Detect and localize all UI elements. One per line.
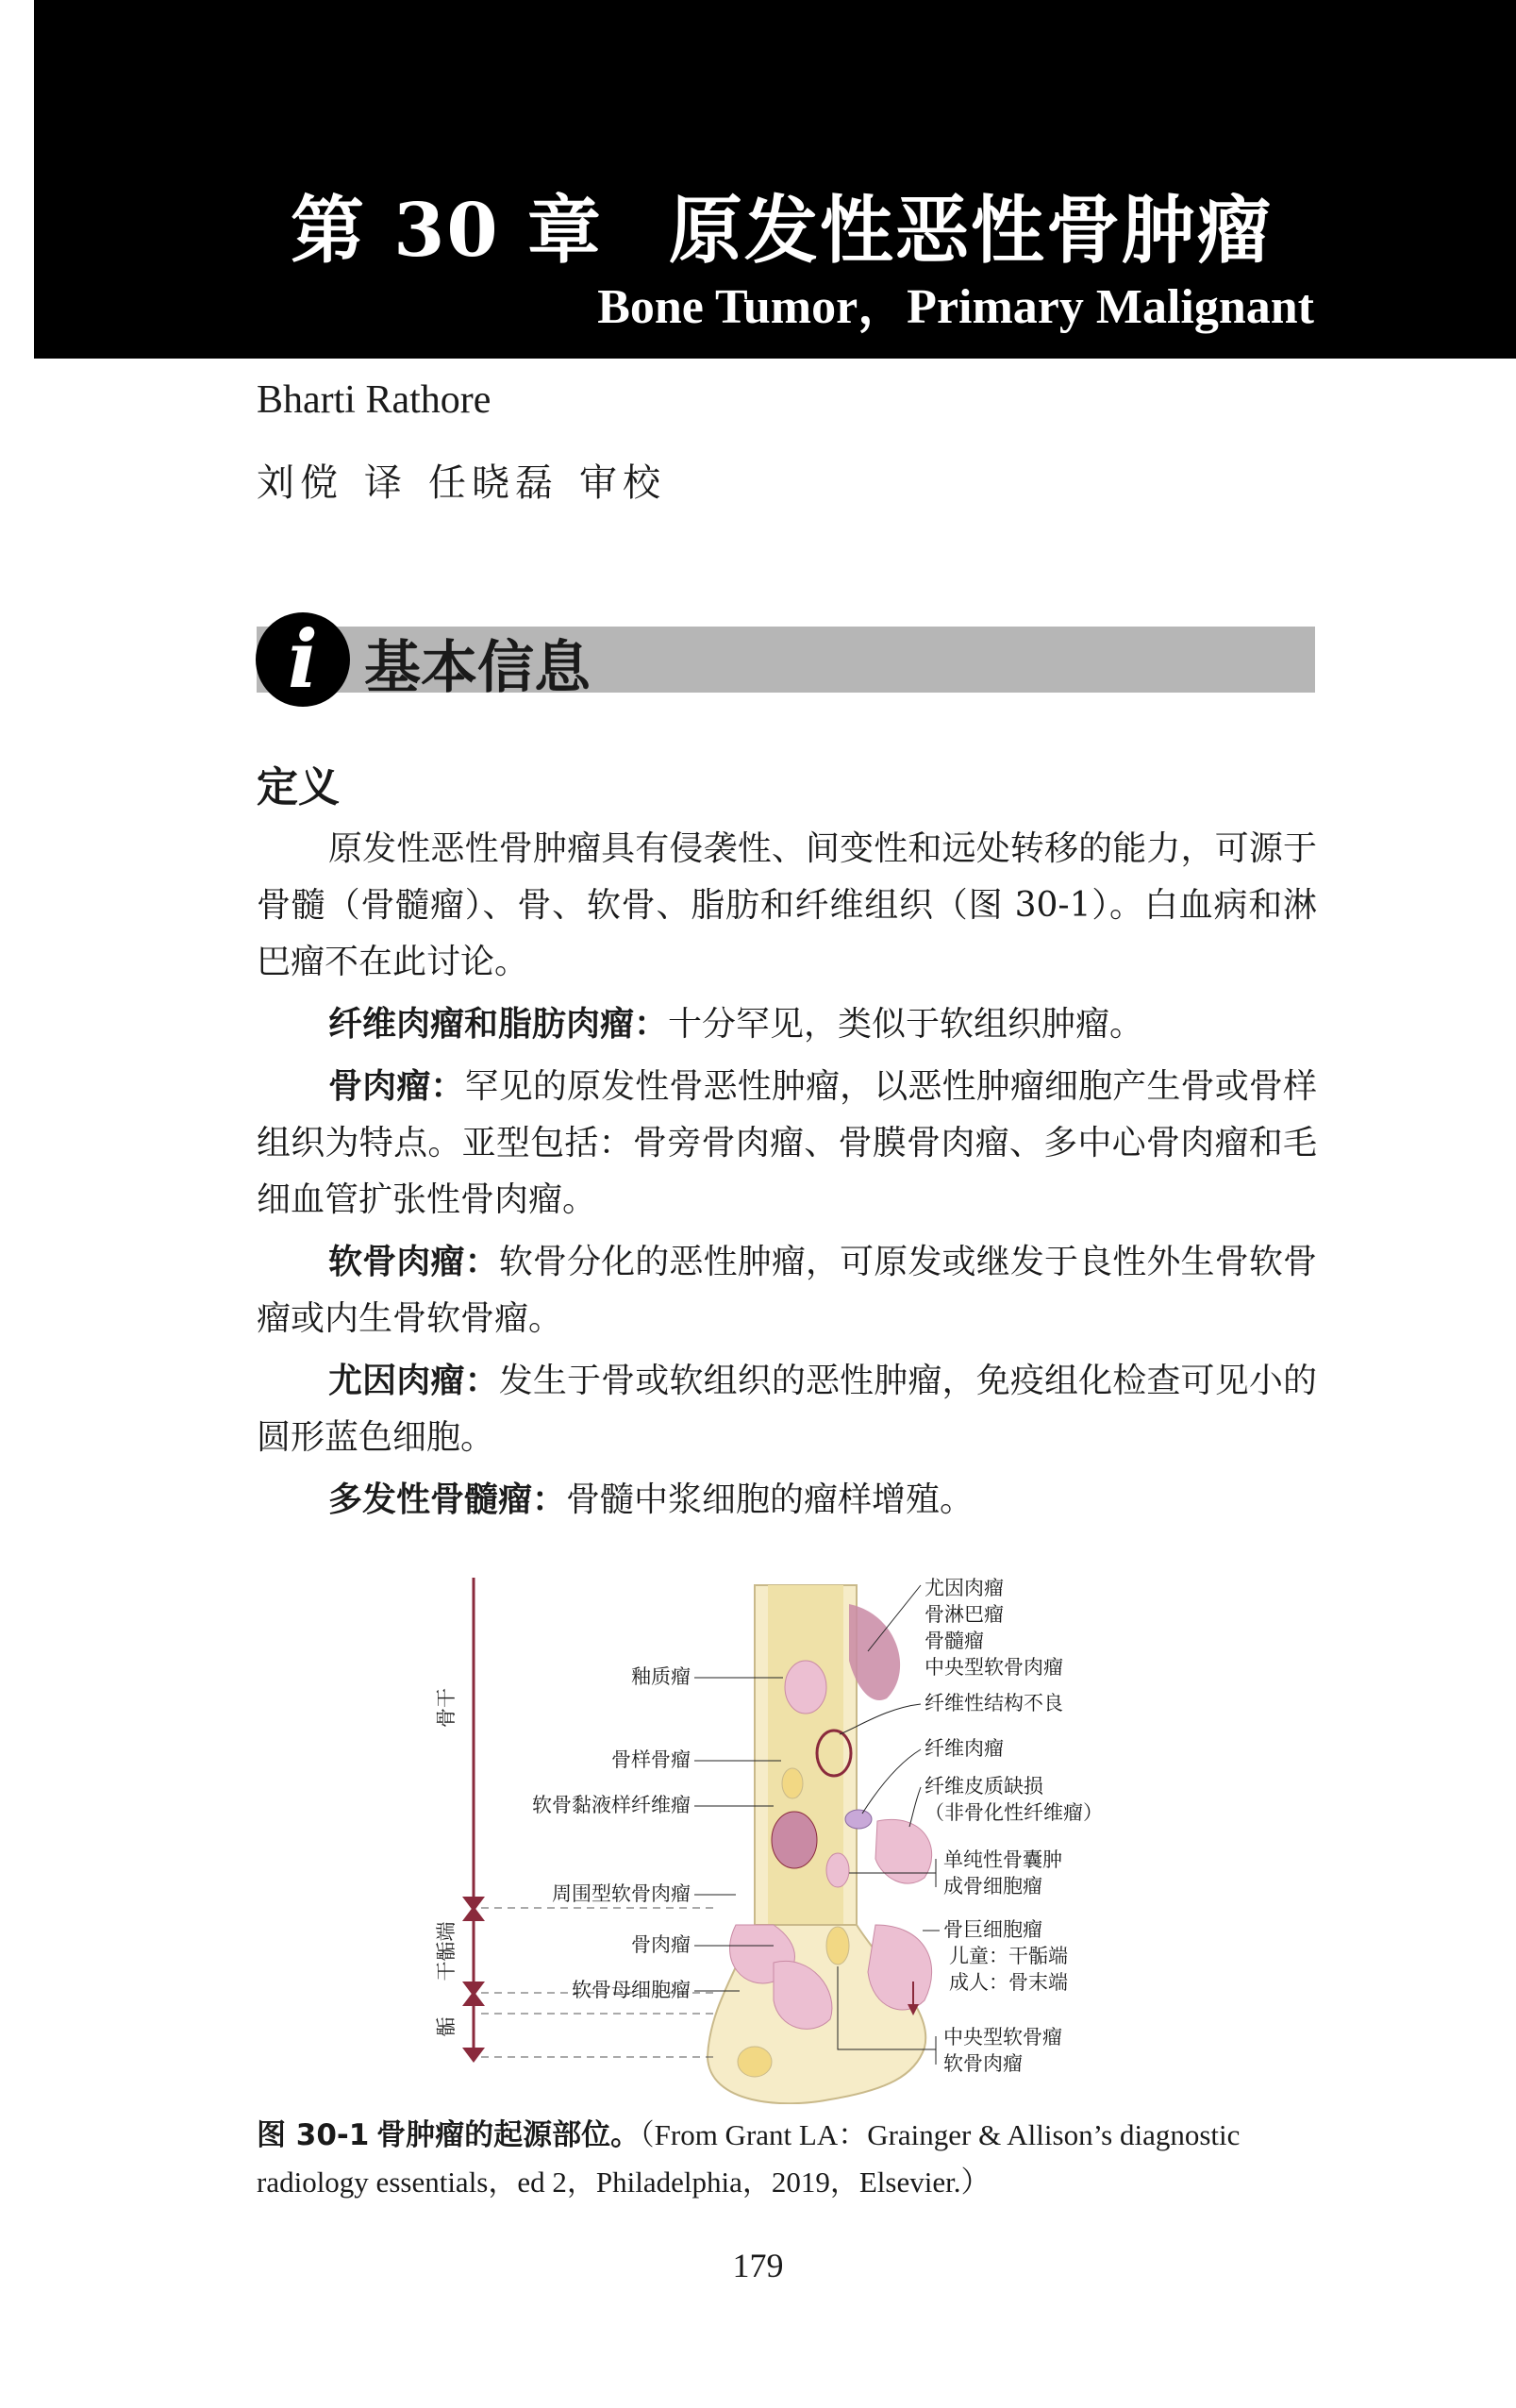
chapter-subtitle-en: Bone Tumor，Primary Malignant: [597, 280, 1314, 334]
osteoid-osteoma-lesion: [782, 1768, 803, 1798]
label-bone-cyst: 单纯性骨囊肿: [943, 1848, 1062, 1871]
definition-text: 骨髓中浆细胞的瘤样增殖。: [566, 1480, 975, 1519]
label-ewing: 尤因肉瘤: [925, 1577, 1004, 1599]
adamantinoma-lesion: [785, 1661, 826, 1714]
label-osteosarcoma: 骨肉瘤: [631, 1933, 691, 1956]
label-osteoblastoma: 成骨细胞瘤: [943, 1875, 1042, 1898]
author-name: Bharti Rathore: [257, 378, 491, 422]
chapter-label: 第 30 章: [291, 188, 603, 274]
section-title: 基本信息: [364, 635, 591, 701]
info-icon: [253, 610, 353, 710]
definition-intro: 原发性恶性骨肿瘤具有侵袭性、间变性和远处转移的能力，可源于骨髓（骨髓瘤）、骨、软骨、脂肪和纤维组织（图 30-1）。白血病和淋巴瘤不在此讨论。: [257, 829, 1317, 981]
label-nof: （非骨化性纤维瘤）: [925, 1801, 1103, 1824]
definition-term: 骨肉瘤：: [328, 1067, 465, 1106]
figure-number: 图 30-1: [257, 2118, 370, 2152]
label-chondrosarcoma: 软骨肉瘤: [943, 2052, 1023, 2075]
zone-label-diaphysis: 骨干: [435, 1688, 458, 1728]
leader-line: [909, 1787, 921, 1827]
definition-item: [257, 1059, 1317, 1229]
label-fcd: 纤维皮质缺损: [925, 1775, 1043, 1798]
definition-text: 十分罕见，类似于软组织肿瘤。: [668, 1005, 1144, 1044]
translator-name: 刘傥: [257, 461, 343, 505]
info-icon-letter: i: [288, 612, 318, 706]
figure-title: 骨肿瘤的起源部位。: [376, 2118, 641, 2152]
definition-text: 软骨分化的恶性肿瘤，可原发或继发于良性外生骨软骨瘤或内生骨软骨瘤。: [257, 1243, 1317, 1338]
definition-body: [257, 821, 1317, 1534]
label-cmf: 软骨黏液样纤维瘤: [532, 1794, 691, 1816]
cmf-lesion: [772, 1812, 817, 1868]
leader-line: [862, 1749, 921, 1814]
chondroblastoma-lesion: [738, 2047, 772, 2077]
definition-item: [257, 1472, 1317, 1529]
label-fibrosarcoma: 纤维肉瘤: [925, 1737, 1004, 1760]
definition-heading: 定义: [257, 763, 340, 811]
axis-arrow: [462, 2048, 485, 2063]
zone-label-epiphysis: 骺: [435, 2016, 458, 2037]
label-giant-cell: 骨巨细胞瘤: [943, 1918, 1042, 1941]
label-fibrous-dysplasia: 纤维性结构不良: [925, 1692, 1063, 1714]
label-chondroblastoma: 软骨母细胞瘤: [572, 1979, 691, 2001]
figure-caption: [257, 2112, 1317, 2206]
reviewer-role: 审校: [579, 461, 666, 505]
definition-term: 尤因肉瘤：: [328, 1362, 499, 1400]
label-lymphoma: 骨淋巴瘤: [925, 1603, 1004, 1626]
definition-text: 发生于骨或软组织的恶性肿瘤，免疫组化检查可见小的圆形蓝色细胞。: [257, 1362, 1317, 1457]
label-central-chondrosarcoma: 中央型软骨肉瘤: [925, 1656, 1063, 1679]
label-central-chondroma: 中央型软骨瘤: [943, 2026, 1062, 2048]
translator-credits: [257, 453, 687, 507]
bone-cyst-lesion: [826, 1853, 849, 1887]
reviewer-name: 任晓磊: [428, 461, 558, 505]
chapter-banner: [34, 0, 1516, 359]
chapter-title-zh: 原发性恶性骨肿瘤: [668, 188, 1273, 274]
figure-source: （From Grant LA：Grainger & Allison’s diagnostic radiology essentials，ed 2，Philadelphia，2019，Elsevier.）: [257, 2118, 1241, 2199]
definition-item: [257, 1353, 1317, 1466]
label-myeloma: 骨髓瘤: [925, 1630, 984, 1652]
fibrosarcoma-lesion: [845, 1810, 872, 1829]
label-giant-cell-child: 儿童：干骺端: [949, 1945, 1068, 1967]
label-peripheral-chondrosarcoma: 周围型软骨肉瘤: [552, 1882, 691, 1905]
definition-text: 罕见的原发性骨恶性肿瘤，以恶性肿瘤细胞产生骨或骨样组织为特点。亚型包括：骨旁骨肉瘤、骨膜骨肉瘤、多中心骨肉瘤和毛细血管扩张性骨肉瘤。: [257, 1067, 1317, 1219]
fcd-lesion: [875, 1819, 932, 1883]
label-osteoid-osteoma: 骨样骨瘤: [611, 1748, 691, 1771]
definition-term: 纤维肉瘤和脂肪肉瘤：: [328, 1005, 669, 1044]
zone-label-metaphysis: 干骺端: [435, 1921, 458, 1982]
definition-item: [257, 1234, 1317, 1347]
page-number: 179: [732, 2247, 784, 2284]
label-giant-cell-adult: 成人：骨末端: [949, 1971, 1068, 1994]
definition-term: 多发性骨髓瘤：: [328, 1480, 567, 1519]
bone-diagram: [358, 1566, 1189, 2104]
definition-item: [257, 996, 1317, 1053]
label-adamantinoma: 釉质瘤: [631, 1665, 691, 1688]
figure-bone-tumor-sites: [358, 1566, 1189, 2104]
giant-cell-lesion: [868, 1925, 932, 2010]
chapter-title: [291, 172, 1273, 277]
translator-role: 译: [364, 461, 408, 505]
central-chondroma-lesion: [826, 1927, 849, 1965]
definition-term: 软骨肉瘤：: [328, 1243, 499, 1281]
